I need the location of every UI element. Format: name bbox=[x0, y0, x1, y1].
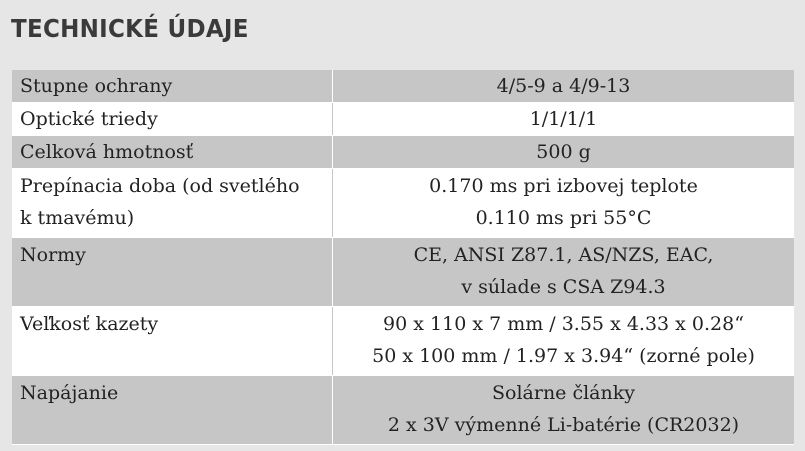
row-label: Prepínacia doba (od svetlého k tmavému) bbox=[12, 169, 333, 238]
row-value: Solárne články 2 x 3V výmenné Li-batérie (CR2032) bbox=[333, 376, 795, 445]
row-value: 500 g bbox=[333, 136, 795, 169]
spec-table bbox=[12, 70, 794, 445]
table-row bbox=[12, 103, 794, 136]
row-value: CE, ANSI Z87.1, AS/NZS, EAC, v súlade s CSA Z94.3 bbox=[333, 238, 795, 307]
row-label: Normy bbox=[12, 238, 333, 307]
row-value: 1/1/1/1 bbox=[333, 103, 795, 136]
table-row bbox=[12, 376, 794, 445]
table-row bbox=[12, 238, 794, 307]
row-value: 90 x 110 x 7 mm / 3.55 x 4.33 x 0.28“ 50 x 100 mm / 1.97 x 3.94“ (zorné pole) bbox=[333, 307, 795, 376]
row-label: Stupne ochrany bbox=[12, 70, 333, 103]
row-value: 0.170 ms pri izbovej teplote 0.110 ms pri 55°C bbox=[333, 169, 795, 238]
row-value: 4/5-9 a 4/9-13 bbox=[333, 70, 795, 103]
row-label: Optické triedy bbox=[12, 103, 333, 136]
row-label: Celková hmotnosť bbox=[12, 136, 333, 169]
row-label: Napájanie bbox=[12, 376, 333, 445]
page-title: TECHNICKÉ ÚDAJE bbox=[11, 14, 249, 43]
row-label: Veľkosť kazety bbox=[12, 307, 333, 376]
table-row bbox=[12, 70, 794, 103]
table-row bbox=[12, 307, 794, 376]
table-row bbox=[12, 136, 794, 169]
table-row bbox=[12, 169, 794, 238]
